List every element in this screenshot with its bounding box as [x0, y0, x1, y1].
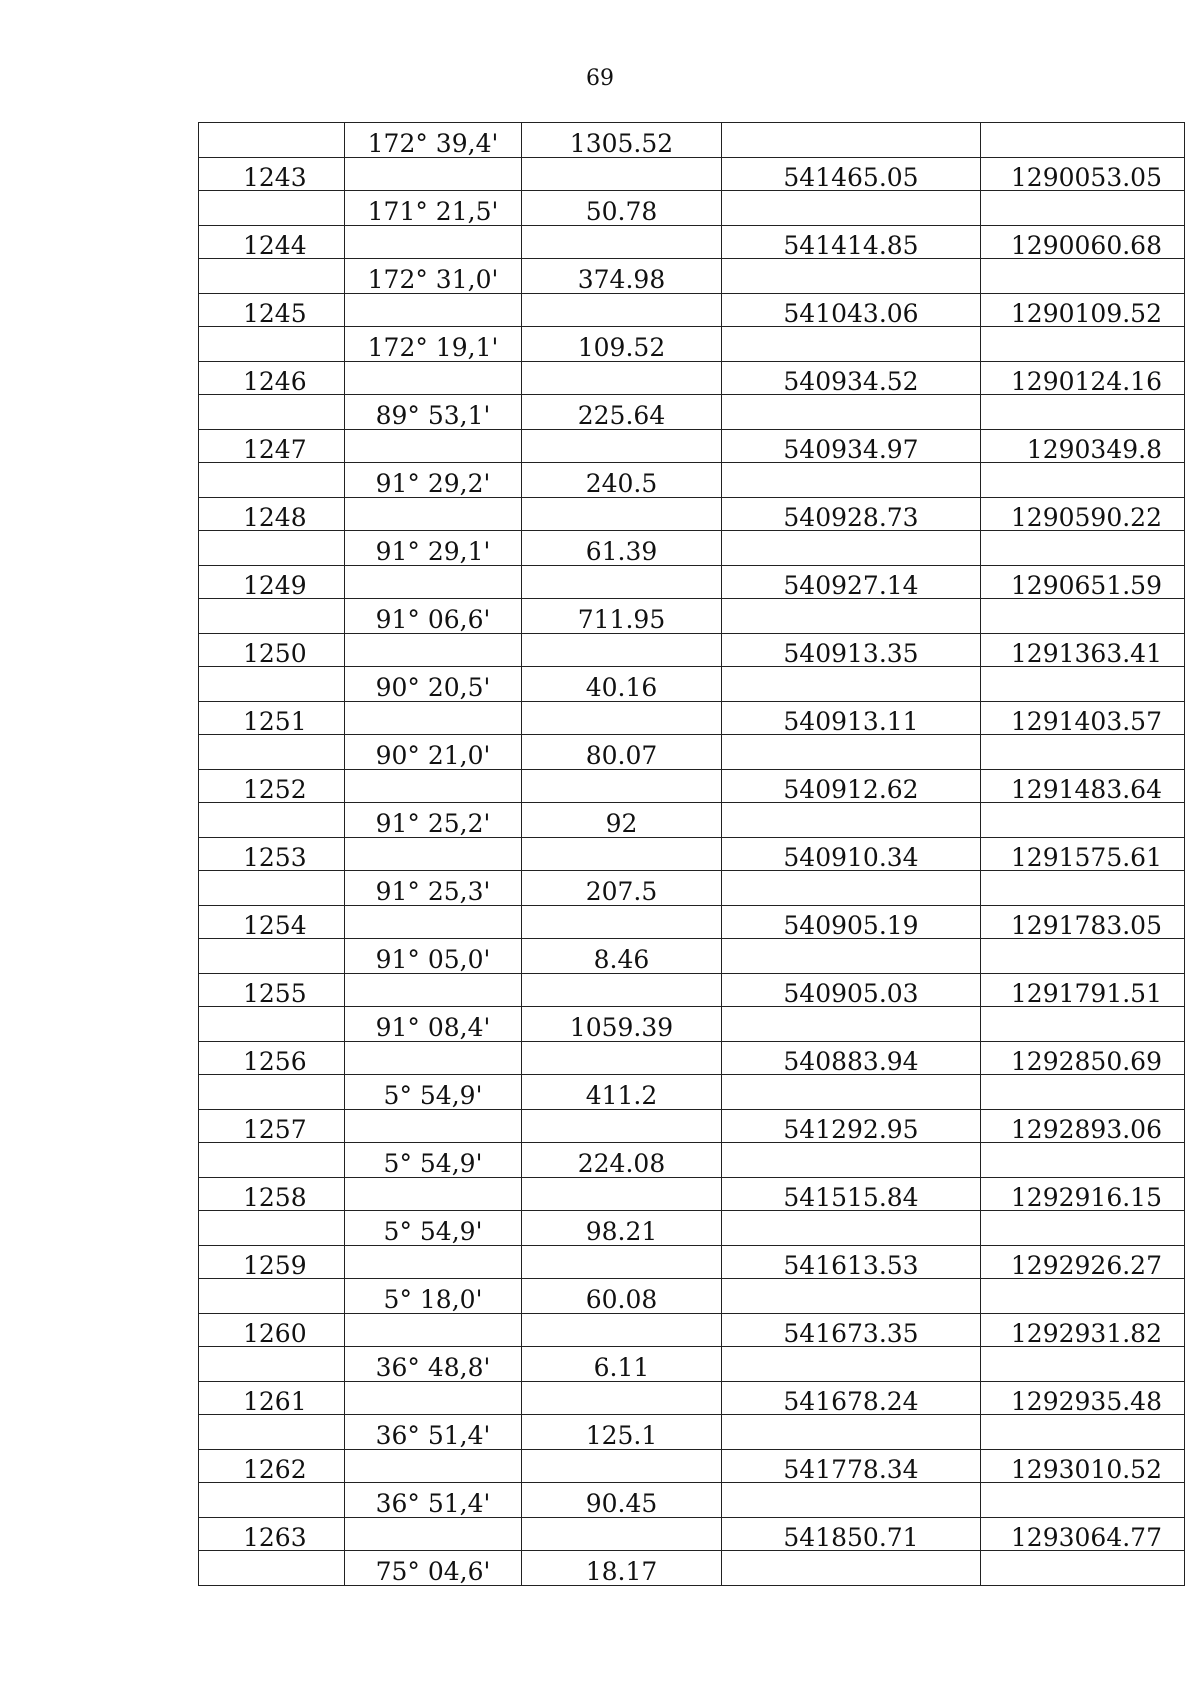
angle-cell [345, 973, 522, 1007]
x-cell: 541673.35 [722, 1313, 981, 1347]
y-cell: 1290109.52 [981, 293, 1185, 327]
point-cell [199, 1483, 345, 1518]
point-cell: 1251 [199, 701, 345, 735]
distance-cell: 40.16 [522, 667, 722, 702]
point-cell [199, 803, 345, 838]
distance-cell: 411.2 [522, 1075, 722, 1110]
point-cell [199, 1211, 345, 1246]
x-cell: 540928.73 [722, 497, 981, 531]
point-cell: 1262 [199, 1449, 345, 1483]
segment-row [199, 871, 1185, 906]
x-cell [722, 531, 981, 566]
point-row [199, 1245, 1185, 1279]
point-row [199, 633, 1185, 667]
y-cell [981, 1211, 1185, 1246]
point-cell [199, 1007, 345, 1042]
angle-cell [345, 1449, 522, 1483]
x-cell: 541613.53 [722, 1245, 981, 1279]
y-cell: 1292916.15 [981, 1177, 1185, 1211]
x-cell [722, 939, 981, 974]
point-cell [199, 871, 345, 906]
angle-cell [345, 1177, 522, 1211]
point-row [199, 905, 1185, 939]
y-cell [981, 531, 1185, 566]
distance-cell [522, 157, 722, 191]
x-cell [722, 803, 981, 838]
distance-cell [522, 769, 722, 803]
x-cell: 540910.34 [722, 837, 981, 871]
y-cell: 1291483.64 [981, 769, 1185, 803]
point-row [199, 293, 1185, 327]
y-cell: 1291575.61 [981, 837, 1185, 871]
point-cell [199, 1143, 345, 1178]
angle-cell: 171° 21,5' [345, 191, 522, 226]
point-cell: 1263 [199, 1517, 345, 1551]
angle-cell: 5° 54,9' [345, 1143, 522, 1178]
angle-cell: 172° 39,4' [345, 123, 522, 158]
segment-row [199, 1279, 1185, 1314]
segment-row [199, 1415, 1185, 1450]
point-cell [199, 667, 345, 702]
point-cell: 1250 [199, 633, 345, 667]
angle-cell: 91° 29,1' [345, 531, 522, 566]
point-cell: 1247 [199, 429, 345, 463]
y-cell [981, 735, 1185, 770]
point-cell [199, 939, 345, 974]
y-cell: 1291783.05 [981, 905, 1185, 939]
x-cell [722, 1483, 981, 1518]
angle-cell: 91° 25,3' [345, 871, 522, 906]
distance-cell [522, 1449, 722, 1483]
y-cell: 1292850.69 [981, 1041, 1185, 1075]
y-cell: 1293064.77 [981, 1517, 1185, 1551]
y-cell: 1290651.59 [981, 565, 1185, 599]
angle-cell [345, 1245, 522, 1279]
segment-row [199, 599, 1185, 634]
angle-cell: 36° 48,8' [345, 1347, 522, 1382]
angle-cell [345, 293, 522, 327]
segment-row [199, 1007, 1185, 1042]
y-cell: 1290124.16 [981, 361, 1185, 395]
segment-row [199, 463, 1185, 498]
y-cell [981, 259, 1185, 294]
x-cell [722, 1075, 981, 1110]
y-cell [981, 1143, 1185, 1178]
x-cell [722, 1143, 981, 1178]
point-cell [199, 395, 345, 430]
distance-cell [522, 1041, 722, 1075]
x-cell [722, 327, 981, 362]
point-row [199, 565, 1185, 599]
point-row [199, 1313, 1185, 1347]
point-cell [199, 1279, 345, 1314]
distance-cell: 374.98 [522, 259, 722, 294]
angle-cell [345, 361, 522, 395]
y-cell [981, 599, 1185, 634]
point-cell: 1248 [199, 497, 345, 531]
angle-cell: 5° 18,0' [345, 1279, 522, 1314]
point-cell [199, 259, 345, 294]
y-cell: 1293010.52 [981, 1449, 1185, 1483]
x-cell: 541465.05 [722, 157, 981, 191]
point-row [199, 1381, 1185, 1415]
angle-cell [345, 497, 522, 531]
angle-cell: 90° 21,0' [345, 735, 522, 770]
point-cell: 1258 [199, 1177, 345, 1211]
angle-cell: 5° 54,9' [345, 1211, 522, 1246]
x-cell [722, 1551, 981, 1586]
point-row [199, 1177, 1185, 1211]
y-cell [981, 803, 1185, 838]
point-cell [199, 599, 345, 634]
x-cell [722, 191, 981, 226]
distance-cell [522, 973, 722, 1007]
point-cell: 1249 [199, 565, 345, 599]
distance-cell [522, 1517, 722, 1551]
distance-cell: 125.1 [522, 1415, 722, 1450]
point-cell [199, 1347, 345, 1382]
x-cell [722, 871, 981, 906]
y-cell: 1290060.68 [981, 225, 1185, 259]
point-cell: 1252 [199, 769, 345, 803]
distance-cell: 8.46 [522, 939, 722, 974]
point-cell [199, 735, 345, 770]
angle-cell: 91° 06,6' [345, 599, 522, 634]
distance-cell: 92 [522, 803, 722, 838]
distance-cell: 207.5 [522, 871, 722, 906]
y-cell [981, 1279, 1185, 1314]
x-cell [722, 1007, 981, 1042]
angle-cell [345, 1517, 522, 1551]
segment-row [199, 531, 1185, 566]
angle-cell: 172° 31,0' [345, 259, 522, 294]
x-cell: 541414.85 [722, 225, 981, 259]
y-cell: 1290349.8 [981, 429, 1185, 463]
x-cell: 540905.03 [722, 973, 981, 1007]
x-cell [722, 1279, 981, 1314]
segment-row [199, 939, 1185, 974]
distance-cell: 18.17 [522, 1551, 722, 1586]
x-cell [722, 735, 981, 770]
table-body [199, 123, 1185, 1586]
x-cell: 540913.35 [722, 633, 981, 667]
angle-cell: 91° 05,0' [345, 939, 522, 974]
angle-cell [345, 837, 522, 871]
y-cell [981, 1551, 1185, 1586]
x-cell: 540934.52 [722, 361, 981, 395]
point-row [199, 429, 1185, 463]
angle-cell [345, 157, 522, 191]
point-row [199, 701, 1185, 735]
point-row [199, 225, 1185, 259]
segment-row [199, 1075, 1185, 1110]
coordinate-table [198, 122, 1185, 1586]
y-cell: 1292931.82 [981, 1313, 1185, 1347]
distance-cell [522, 701, 722, 735]
segment-row [199, 735, 1185, 770]
y-cell: 1292926.27 [981, 1245, 1185, 1279]
angle-cell [345, 905, 522, 939]
angle-cell: 89° 53,1' [345, 395, 522, 430]
x-cell: 541292.95 [722, 1109, 981, 1143]
segment-row [199, 1143, 1185, 1178]
distance-cell: 109.52 [522, 327, 722, 362]
angle-cell [345, 701, 522, 735]
distance-cell [522, 1381, 722, 1415]
x-cell: 541850.71 [722, 1517, 981, 1551]
point-cell [199, 1415, 345, 1450]
y-cell [981, 123, 1185, 158]
y-cell: 1292893.06 [981, 1109, 1185, 1143]
distance-cell [522, 905, 722, 939]
angle-cell: 91° 25,2' [345, 803, 522, 838]
x-cell [722, 123, 981, 158]
x-cell: 540883.94 [722, 1041, 981, 1075]
point-row [199, 1517, 1185, 1551]
point-row [199, 1449, 1185, 1483]
y-cell [981, 463, 1185, 498]
x-cell [722, 463, 981, 498]
distance-cell [522, 565, 722, 599]
segment-row [199, 191, 1185, 226]
x-cell [722, 599, 981, 634]
distance-cell: 6.11 [522, 1347, 722, 1382]
y-cell [981, 327, 1185, 362]
angle-cell: 5° 54,9' [345, 1075, 522, 1110]
angle-cell [345, 429, 522, 463]
distance-cell: 61.39 [522, 531, 722, 566]
segment-row [199, 259, 1185, 294]
y-cell [981, 939, 1185, 974]
y-cell [981, 1347, 1185, 1382]
y-cell [981, 667, 1185, 702]
point-cell [199, 327, 345, 362]
point-cell: 1256 [199, 1041, 345, 1075]
distance-cell: 50.78 [522, 191, 722, 226]
point-cell: 1253 [199, 837, 345, 871]
distance-cell [522, 1313, 722, 1347]
distance-cell [522, 361, 722, 395]
distance-cell: 80.07 [522, 735, 722, 770]
distance-cell [522, 837, 722, 871]
y-cell: 1291363.41 [981, 633, 1185, 667]
point-row [199, 497, 1185, 531]
distance-cell [522, 1177, 722, 1211]
point-row [199, 837, 1185, 871]
distance-cell: 90.45 [522, 1483, 722, 1518]
angle-cell [345, 565, 522, 599]
distance-cell: 1059.39 [522, 1007, 722, 1042]
point-cell [199, 1551, 345, 1586]
x-cell: 540912.62 [722, 769, 981, 803]
y-cell [981, 1075, 1185, 1110]
point-row [199, 769, 1185, 803]
angle-cell: 91° 08,4' [345, 1007, 522, 1042]
point-cell [199, 463, 345, 498]
x-cell [722, 259, 981, 294]
distance-cell: 60.08 [522, 1279, 722, 1314]
angle-cell [345, 1041, 522, 1075]
y-cell: 1292935.48 [981, 1381, 1185, 1415]
x-cell: 540913.11 [722, 701, 981, 735]
point-cell [199, 123, 345, 158]
point-row [199, 1109, 1185, 1143]
segment-row [199, 123, 1185, 158]
point-cell: 1243 [199, 157, 345, 191]
distance-cell: 711.95 [522, 599, 722, 634]
point-cell: 1246 [199, 361, 345, 395]
point-cell: 1261 [199, 1381, 345, 1415]
angle-cell: 75° 04,6' [345, 1551, 522, 1586]
distance-cell: 224.08 [522, 1143, 722, 1178]
point-cell: 1254 [199, 905, 345, 939]
angle-cell [345, 225, 522, 259]
x-cell: 541778.34 [722, 1449, 981, 1483]
segment-row [199, 1211, 1185, 1246]
segment-row [199, 327, 1185, 362]
point-cell [199, 531, 345, 566]
angle-cell [345, 1109, 522, 1143]
x-cell: 540934.97 [722, 429, 981, 463]
point-cell: 1245 [199, 293, 345, 327]
distance-cell: 1305.52 [522, 123, 722, 158]
x-cell [722, 1347, 981, 1382]
y-cell [981, 1415, 1185, 1450]
x-cell [722, 667, 981, 702]
point-cell [199, 1075, 345, 1110]
point-row [199, 157, 1185, 191]
x-cell: 540927.14 [722, 565, 981, 599]
y-cell [981, 1483, 1185, 1518]
angle-cell: 90° 20,5' [345, 667, 522, 702]
point-cell: 1244 [199, 225, 345, 259]
point-row [199, 1041, 1185, 1075]
segment-row [199, 1551, 1185, 1586]
distance-cell [522, 293, 722, 327]
segment-row [199, 1483, 1185, 1518]
point-cell [199, 191, 345, 226]
distance-cell: 98.21 [522, 1211, 722, 1246]
distance-cell [522, 1109, 722, 1143]
distance-cell [522, 497, 722, 531]
page-number: 69 [586, 66, 614, 91]
y-cell [981, 1007, 1185, 1042]
x-cell [722, 1211, 981, 1246]
angle-cell: 172° 19,1' [345, 327, 522, 362]
segment-row [199, 1347, 1185, 1382]
point-cell: 1257 [199, 1109, 345, 1143]
angle-cell: 36° 51,4' [345, 1483, 522, 1518]
y-cell: 1290590.22 [981, 497, 1185, 531]
angle-cell [345, 1381, 522, 1415]
point-cell: 1259 [199, 1245, 345, 1279]
distance-cell [522, 633, 722, 667]
x-cell: 540905.19 [722, 905, 981, 939]
distance-cell [522, 1245, 722, 1279]
y-cell: 1291403.57 [981, 701, 1185, 735]
segment-row [199, 803, 1185, 838]
point-cell: 1260 [199, 1313, 345, 1347]
distance-cell [522, 429, 722, 463]
point-row [199, 361, 1185, 395]
y-cell: 1290053.05 [981, 157, 1185, 191]
x-cell: 541678.24 [722, 1381, 981, 1415]
x-cell [722, 395, 981, 430]
distance-cell: 240.5 [522, 463, 722, 498]
distance-cell [522, 225, 722, 259]
angle-cell [345, 633, 522, 667]
angle-cell [345, 1313, 522, 1347]
distance-cell: 225.64 [522, 395, 722, 430]
y-cell [981, 395, 1185, 430]
y-cell [981, 191, 1185, 226]
segment-row [199, 395, 1185, 430]
angle-cell: 36° 51,4' [345, 1415, 522, 1450]
x-cell [722, 1415, 981, 1450]
point-row [199, 973, 1185, 1007]
y-cell: 1291791.51 [981, 973, 1185, 1007]
segment-row [199, 667, 1185, 702]
y-cell [981, 871, 1185, 906]
angle-cell [345, 769, 522, 803]
x-cell: 541043.06 [722, 293, 981, 327]
point-cell: 1255 [199, 973, 345, 1007]
x-cell: 541515.84 [722, 1177, 981, 1211]
angle-cell: 91° 29,2' [345, 463, 522, 498]
